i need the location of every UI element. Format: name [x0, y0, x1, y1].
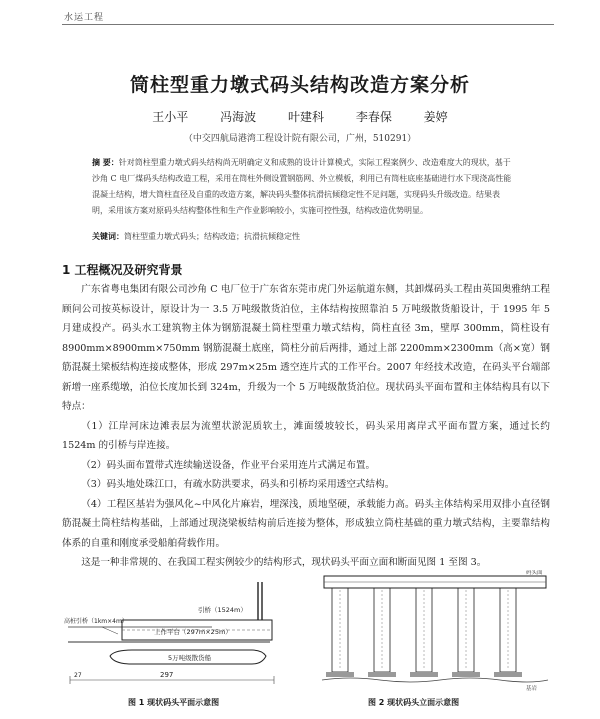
author: 叶建科	[287, 110, 324, 124]
figures	[62, 572, 550, 692]
abstract-text: 针对筒柱型重力墩式码头结构尚无明确定义和成熟的设计计算模式，实际工程案例少、改造难度大的现状，基于沙角 C 电厂煤码头结构改造工程，采用在筒柱外侧设置钢筋网、外立模板，利用已有筒柱底座基础进行水下现浇高性能混凝土结构，增大筒柱直径及自重的改造方案，解决码头整体抗滑抗倾稳定性不足问题，实现码头升级改造。结果表明，采用该方案对原码头结构整体性和生产作业影响较小，实施可控性强，结构改造优势明显。	[92, 158, 512, 215]
header-rule	[62, 24, 554, 25]
figure1-caption: 图 1 现状码头平面示意图	[128, 698, 220, 707]
abstract-label: 摘 要：	[92, 158, 119, 167]
paragraph: （1）江岸河床边滩表层为流塑状淤泥质软土，滩面缓坡较长，码头采用离岸式平面布置方案，通过长约 1524m 的引桥与岸连接。	[62, 420, 550, 451]
keywords-text: 筒柱型重力墩式码头；结构改造；抗滑抗倾稳定性	[124, 232, 300, 241]
paragraph: 广东省粤电集团有限公司沙角 C 电厂位于广东省东莞市虎门外运航道东侧，其卸煤码头工程由英国奥雅纳工程顾问公司按英标设计，原设计为一 3.5 万吨级散货泊位，主体结构按照靠泊 5 万吨级散货船设计，于 1995 年 5 月建成投产。码头水工建筑物主体为钢筋混凝土筒柱型重力墩式结构，筒柱直径 3m，壁厚 300mm，筒柱设有 8900mm×8900mm×750mm 钢筋混凝土底座，筒柱分前后两排，通过上部 2200mm×2300mm（高×宽）钢筋混凝土梁板结构连接成整体，形成 297m×25m 透空连片式的工作平台。2007 年经技术改造，在码头平台端部新增一座系缆墩，泊位长度加长到 324m，升级为一个 5 万吨级散货泊位。现状码头平面布置和主体结构具有以下特点：	[62, 284, 550, 412]
author-list	[0, 108, 600, 125]
fig1-label-length: 297	[160, 671, 174, 679]
author: 姜婷	[423, 110, 448, 124]
author: 王小平	[152, 110, 189, 124]
affiliation: （中交四航局港湾工程设计院有限公司，广州，510291）	[183, 134, 417, 144]
keywords-label: 关键词：	[92, 232, 124, 241]
fig1-label-end-dim: 27	[74, 672, 82, 679]
fig1-label-bridge: 引桥（1524m）	[198, 606, 247, 614]
paragraph: （4）工程区基岩为强风化~中风化片麻岩，埋深浅，质地坚硬，承载能力高。码头主体结构采用双排小直径钢筋混凝土筒柱结构基础，上部通过现浇梁板结构前后连接为整体，形成独立筒柱基础的重力墩式结构，主要靠结构体系的自重和刚度承受船舶荷载作用。	[62, 498, 550, 549]
fig2-label-bottom: 基岩	[526, 686, 538, 692]
figure2-caption: 图 2 现状码头立面示意图	[368, 698, 460, 707]
figure1-plan-drawing	[62, 572, 284, 690]
paragraph: （2）码头面布置带式连续输送设备，作业平台采用连片式满足布置。	[81, 459, 376, 471]
author: 李春保	[355, 110, 392, 124]
paragraph: 这是一种非常规的、在我国工程实例较少的结构形式，现状码头平面立面和断面见图 1 至图 3。	[81, 557, 487, 568]
abstract	[92, 155, 512, 219]
keywords	[92, 231, 512, 242]
paragraph: （3）码头地处珠江口，有疏水防洪要求，码头和引桥均采用透空式结构。	[81, 479, 395, 490]
fig1-label-platform: 上作平台（297m×25m）	[154, 628, 232, 636]
fig2-label-top: 码头面	[526, 570, 543, 576]
running-head: 水运工程	[64, 13, 105, 23]
section-heading: 1 工程概况及研究背景	[62, 263, 183, 277]
paper-title: 筒柱型重力墩式码头结构改造方案分析	[129, 74, 470, 96]
figure2-elevation-drawing	[320, 570, 550, 692]
body-text	[62, 280, 550, 573]
fig1-label-trestle: 高桩引桥（1km×4m）	[64, 618, 128, 625]
author: 冯海波	[220, 110, 257, 124]
fig1-label-ship: 5万吨级散货船	[168, 654, 212, 662]
